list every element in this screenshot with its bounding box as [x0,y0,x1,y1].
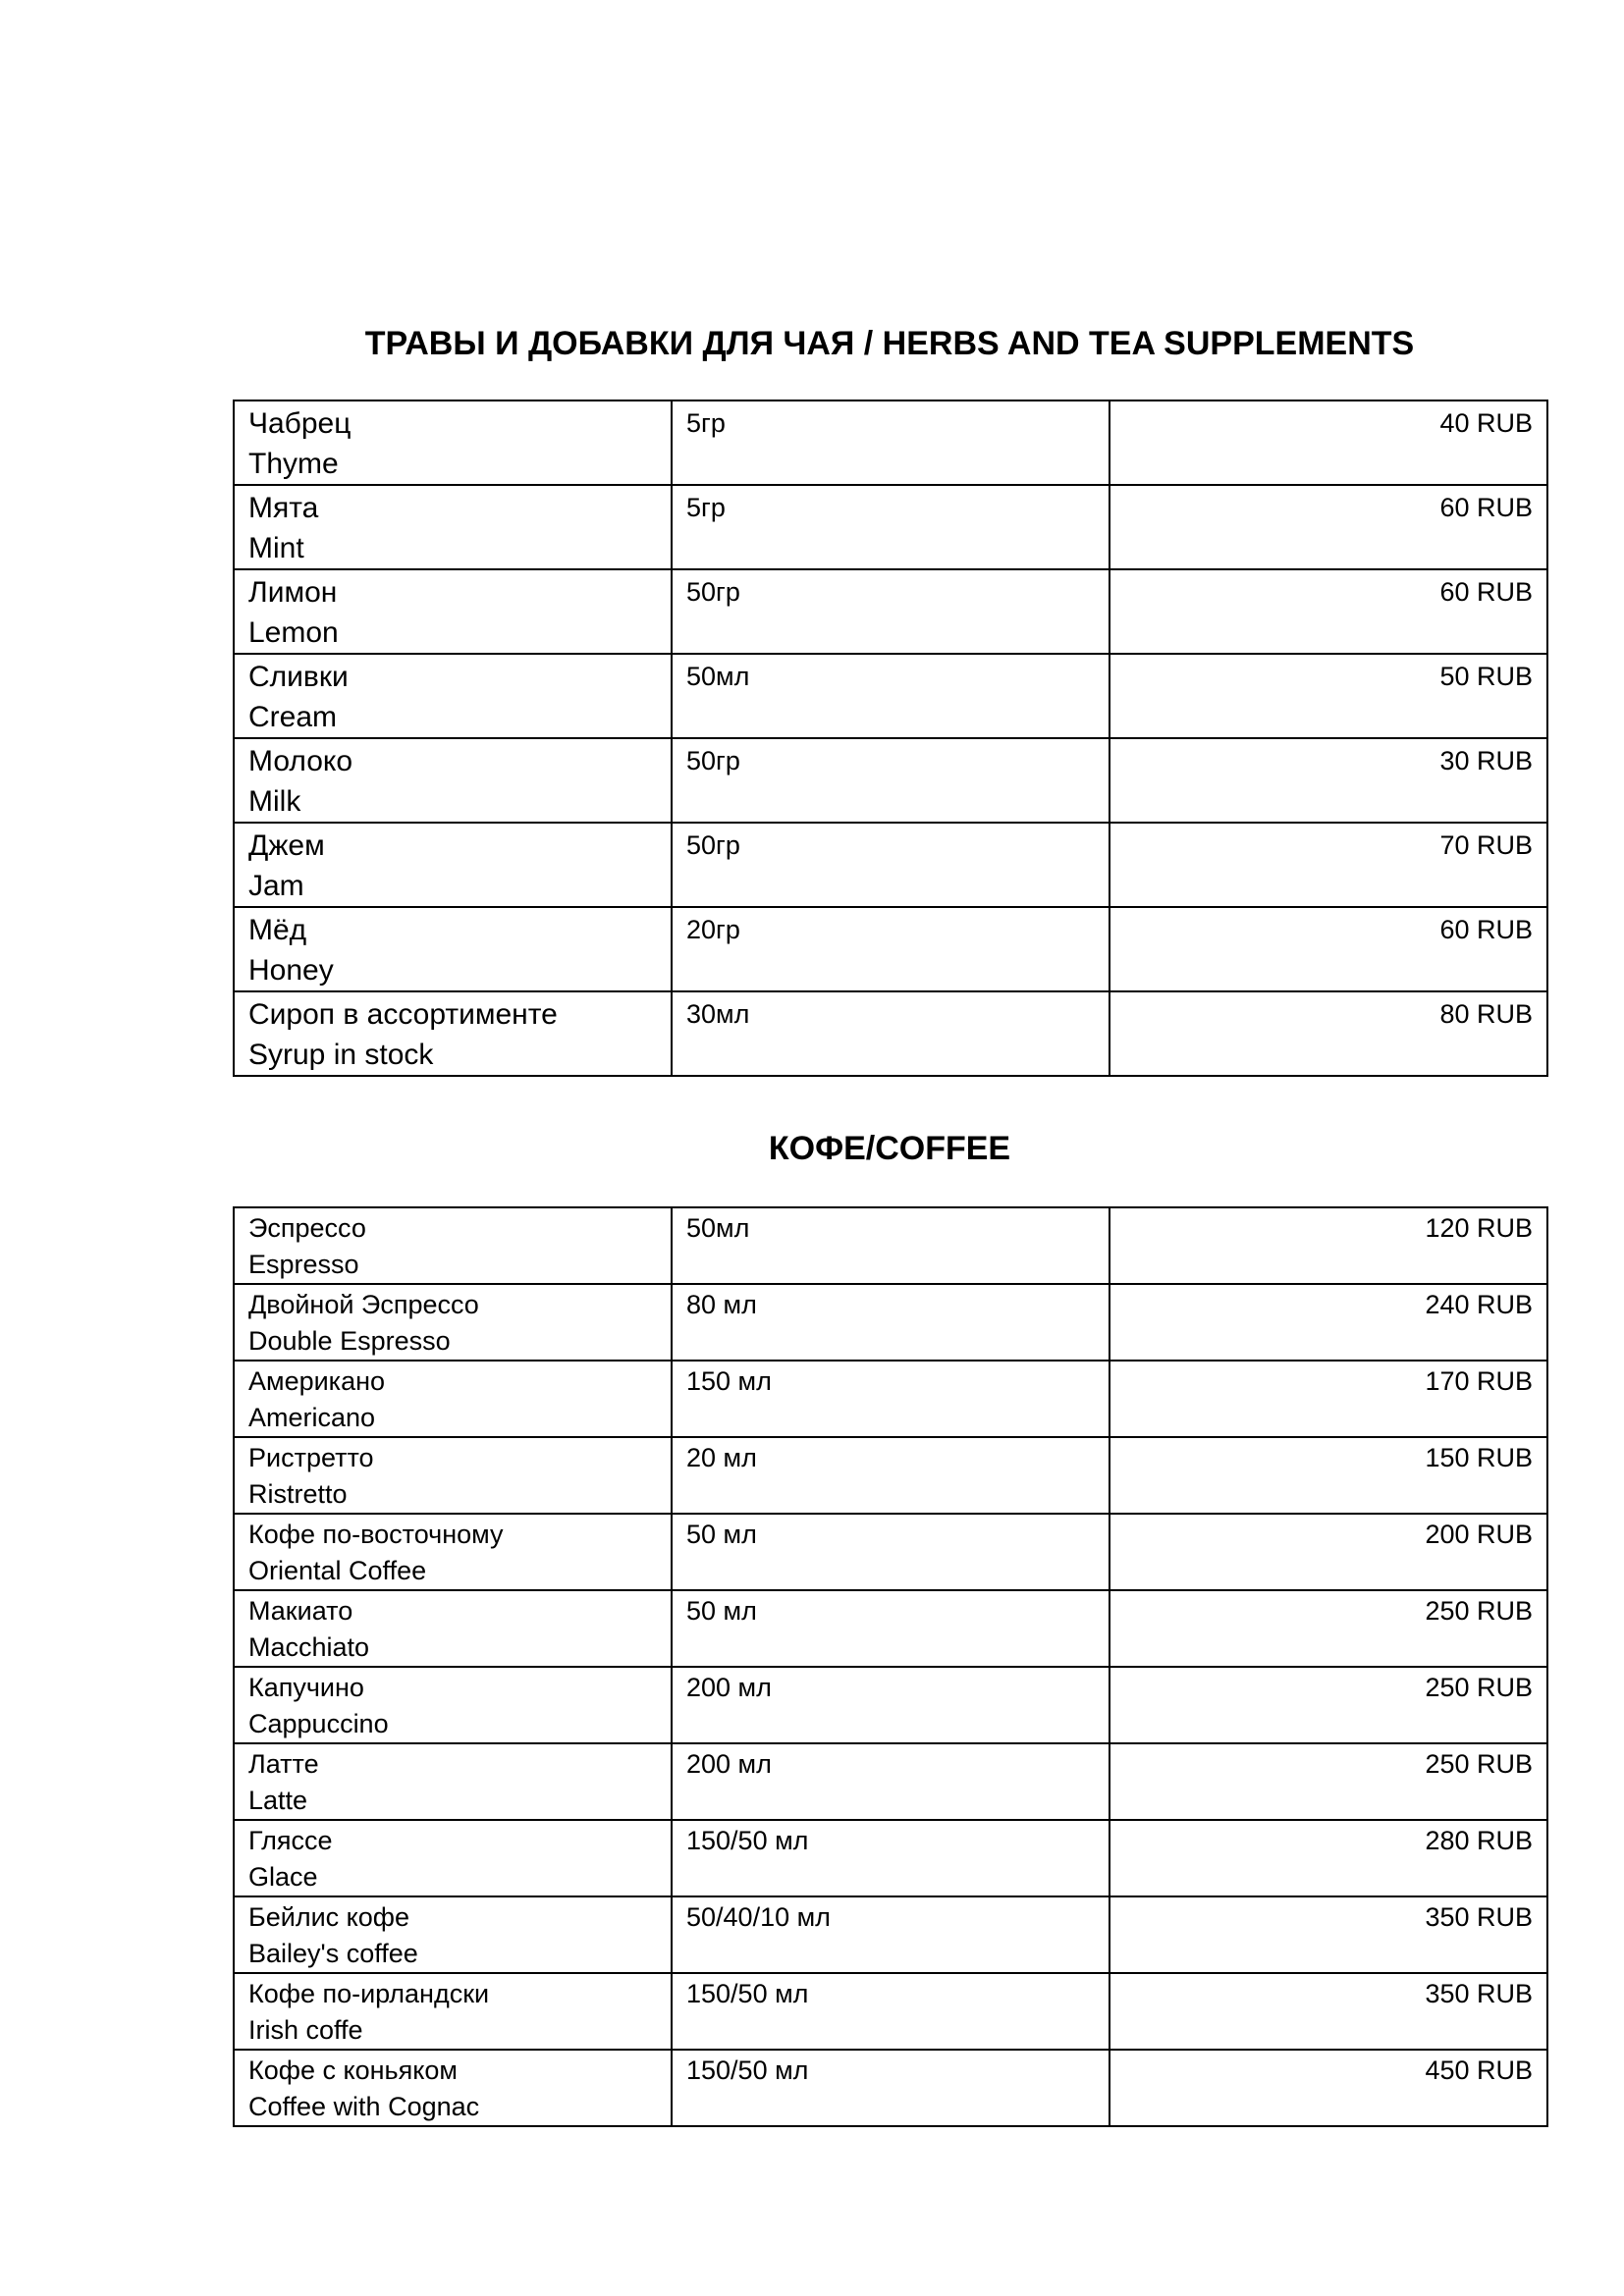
item-price: 70 RUB [1110,823,1547,907]
item-price: 60 RUB [1110,569,1547,654]
item-name-cell [234,1361,672,1437]
item-name-en: Ristretto [248,1479,348,1509]
table-row [234,654,1547,738]
item-name-cell [234,569,672,654]
item-amount: 150/50 мл [672,2050,1110,2126]
item-name-en: Jam [248,870,304,902]
table-row [234,1743,1547,1820]
item-name-cell [234,1820,672,1896]
item-name-en: Lemon [248,616,339,649]
item-amount: 20 мл [672,1437,1110,1514]
table-row [234,1514,1547,1590]
item-price: 150 RUB [1110,1437,1547,1514]
coffee-table-body [234,1207,1547,2126]
table-row [234,1207,1547,1284]
item-name-cell [234,400,672,485]
table-row [234,1361,1547,1437]
table-row [234,485,1547,569]
item-price: 50 RUB [1110,654,1547,738]
item-name-ru: Джем [248,829,325,862]
table-row [234,1896,1547,1973]
herbs-price-table [233,400,1548,1077]
item-name-ru: Сливки [248,661,349,693]
item-name-ru: Двойной Эспрессо [248,1290,479,1319]
item-name-cell [234,654,672,738]
coffee-price-table [233,1206,1548,2127]
item-amount: 50 мл [672,1514,1110,1590]
item-price: 120 RUB [1110,1207,1547,1284]
item-amount: 200 мл [672,1667,1110,1743]
item-amount: 150/50 мл [672,1820,1110,1896]
item-amount: 50гр [672,569,1110,654]
item-name-ru: Кофе по-ирландски [248,1979,490,2008]
item-price: 170 RUB [1110,1361,1547,1437]
item-name-cell [234,1896,672,1973]
item-name-en: Syrup in stock [248,1039,434,1071]
item-name-cell [234,907,672,991]
table-row [234,1820,1547,1896]
item-name-ru: Мёд [248,914,307,946]
item-name-cell [234,738,672,823]
table-row [234,2050,1547,2126]
item-name-cell [234,1207,672,1284]
item-name-ru: Мята [248,492,319,524]
item-price: 250 RUB [1110,1590,1547,1667]
item-name-en: Double Espresso [248,1326,451,1356]
item-name-ru: Лимон [248,576,338,609]
item-price: 200 RUB [1110,1514,1547,1590]
item-price: 60 RUB [1110,485,1547,569]
item-name-cell [234,2050,672,2126]
item-price: 30 RUB [1110,738,1547,823]
item-name-cell [234,1514,672,1590]
item-name-en: Latte [248,1786,308,1815]
table-row [234,907,1547,991]
item-name-ru: Сироп в ассортименте [248,998,558,1031]
item-name-cell [234,823,672,907]
table-row [234,1437,1547,1514]
item-amount: 30мл [672,991,1110,1076]
item-name-ru: Кофе с коньяком [248,2056,458,2085]
table-row [234,400,1547,485]
item-amount: 5гр [672,400,1110,485]
item-price: 280 RUB [1110,1820,1547,1896]
coffee-section-title: КОФЕ/COFFEE [768,1130,1011,1167]
item-amount: 200 мл [672,1743,1110,1820]
herbs-section-title: ТРАВЫ И ДОБАВКИ ДЛЯ ЧАЯ / HERBS AND TEA SUPPLEMENTS [364,325,1415,362]
item-amount: 150/50 мл [672,1973,1110,2050]
item-amount: 50гр [672,823,1110,907]
item-amount: 50 мл [672,1590,1110,1667]
item-name-ru: Американо [248,1366,386,1396]
item-amount: 5гр [672,485,1110,569]
item-name-cell [234,1284,672,1361]
item-name-ru: Молоко [248,745,353,777]
table-row [234,738,1547,823]
item-name-en: Glace [248,1862,318,1892]
item-amount: 50мл [672,1207,1110,1284]
item-price: 240 RUB [1110,1284,1547,1361]
table-row [234,823,1547,907]
item-amount: 50/40/10 мл [672,1896,1110,1973]
item-name-ru: Макиато [248,1596,353,1626]
item-name-en: Thyme [248,448,339,480]
table-row [234,569,1547,654]
item-name-cell [234,1667,672,1743]
item-amount: 150 мл [672,1361,1110,1437]
item-amount: 50гр [672,738,1110,823]
item-name-cell [234,485,672,569]
herbs-table-body [234,400,1547,1076]
item-name-en: Cream [248,701,338,733]
item-amount: 80 мл [672,1284,1110,1361]
item-name-cell [234,1743,672,1820]
item-name-en: Mint [248,532,304,564]
item-name-cell [234,1973,672,2050]
item-name-ru: Ристретто [248,1443,374,1472]
item-price: 450 RUB [1110,2050,1547,2126]
item-name-cell [234,1590,672,1667]
item-price: 250 RUB [1110,1743,1547,1820]
item-name-en: Honey [248,954,334,987]
item-amount: 20гр [672,907,1110,991]
item-amount: 50мл [672,654,1110,738]
item-price: 350 RUB [1110,1896,1547,1973]
table-row [234,991,1547,1076]
item-name-en: Macchiato [248,1632,370,1662]
table-row [234,1590,1547,1667]
item-name-ru: Латте [248,1749,319,1779]
item-price: 80 RUB [1110,991,1547,1076]
item-name-en: Irish coffe [248,2015,363,2045]
item-price: 350 RUB [1110,1973,1547,2050]
item-name-en: Americano [248,1403,376,1432]
table-row [234,1284,1547,1361]
item-price: 60 RUB [1110,907,1547,991]
item-name-en: Oriental Coffee [248,1556,427,1585]
item-name-en: Cappuccino [248,1709,389,1738]
item-name-ru: Капучино [248,1673,364,1702]
item-name-ru: Чабрец [248,407,352,440]
table-row [234,1667,1547,1743]
item-name-en: Espresso [248,1250,359,1279]
item-name-cell [234,991,672,1076]
item-name-en: Bailey's coffee [248,1939,418,1968]
item-name-ru: Гляссе [248,1826,333,1855]
item-name-ru: Бейлис кофе [248,1902,410,1932]
item-price: 250 RUB [1110,1667,1547,1743]
item-name-cell [234,1437,672,1514]
item-name-ru: Кофе по-восточному [248,1520,504,1549]
item-name-en: Milk [248,785,301,818]
item-name-en: Coffee with Cognac [248,2092,480,2121]
table-row [234,1973,1547,2050]
item-price: 40 RUB [1110,400,1547,485]
item-name-ru: Эспрессо [248,1213,366,1243]
